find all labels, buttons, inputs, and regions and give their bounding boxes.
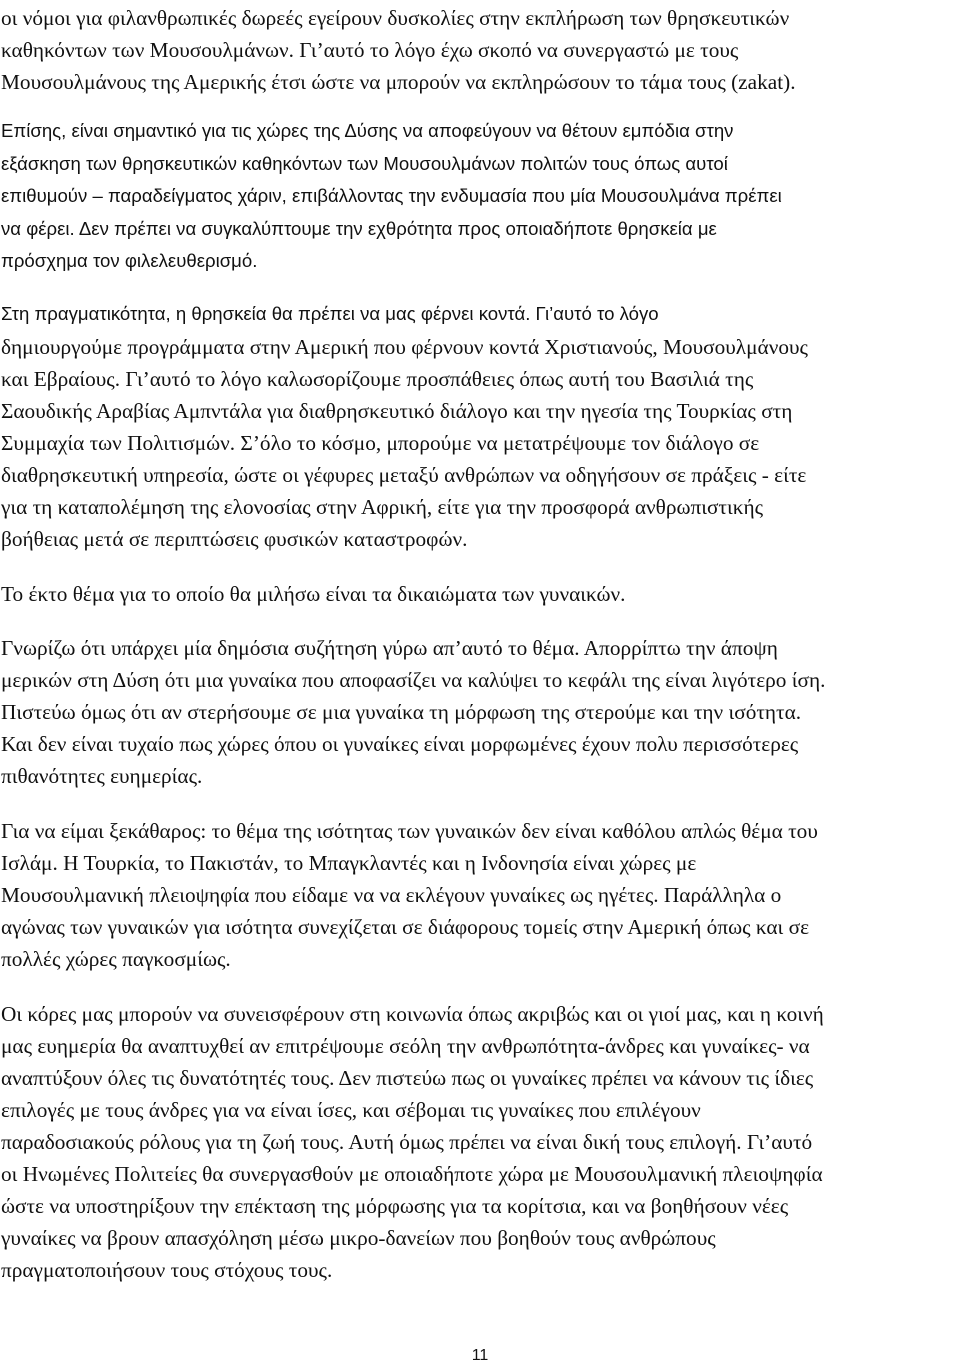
text-line: βοήθειας μετά σε περιπτώσεις φυσικών καταστροφών. [1, 527, 468, 551]
paragraph-west-obstacles [0, 115, 960, 278]
page-number: 11 [471, 1347, 489, 1364]
paragraph-religion-brings-together [0, 298, 960, 331]
paragraph-daughters [0, 998, 960, 1286]
text-line: καθηκόντων των Μουσουλμάνων. Γι’αυτό το λόγο έχω σκοπό να συνεργαστώ με τους [1, 38, 739, 62]
text-line: πραγματοποιήσουν τους στόχους τους. [1, 1258, 333, 1282]
text-line: γυναίκες να βρουν απασχόληση μέσω μικρο-δανείων που βοηθούν τους ανθρώπους [1, 1226, 716, 1250]
text-line: Πιστεύω όμως ότι αν στερήσουμε σε μια γυναίκα τη μόρφωση της στερούμε και την ισότητα. [1, 700, 802, 724]
text-line: ώστε να υποστηρίξουν την επέκταση της μόρφωσης για τα κορίτσια, και να βοηθήσουν νέες [1, 1194, 789, 1218]
text-line: οι νόμοι για φιλανθρωπικές δωρεές εγείρουν δυσκολίες στην εκπλήρωση των θρησκευτικών [1, 6, 790, 30]
text-line: Μουσουλμάνους της Αμερικής έτσι ώστε να μπορούν να εκπληρώσουν το τάμα τους (zakat). [1, 70, 796, 94]
text-line: δημιουργούμε προγράμματα στην Αμερική που φέρνουν κοντά Χριστιανούς, Μουσουλμάνους [1, 335, 808, 359]
text-line: για τη καταπολέμηση της ελονοσίας στην Αφρική, είτε για την προσφορά ανθρωπιστικής [1, 495, 764, 519]
text-line: να φέρει. Δεν πρέπει να συγκαλύπτουμε την εχθρότητα προς οποιαδήποτε θρησκεία με [1, 217, 717, 239]
text-line: Οι κόρες μας μπορούν να συνεισφέρουν στη κοινωνία όπως ακριβώς και οι γιοί μας, και η κοινή [1, 1002, 824, 1026]
text-line: Μουσουλμανική πλειοψηφία που είδαμε να να εκλέγουν γυναίκες ως ηγέτες. Παράλληλα ο [1, 883, 782, 907]
text-line: Ισλάμ. Η Τουρκία, το Πακιστάν, το Μπαγκλαντές και η Ινδονησία είναι χώρες με [1, 851, 697, 875]
text-line: Συμμαχία των Πολιτισμών. Σ’όλο το κόσμο, μπορούμε να μετατρέψουμε τον διάλογο σε [1, 431, 760, 455]
text-line: μας ευημερία θα αναπτυχθεί αν επιτρέψουμε σεόλη την ανθρωπότητα-άνδρες και γυναίκες- να [1, 1034, 810, 1058]
text-line: επιλογές με τους άνδρες για να είναι ίσες, και σέβομαι τις γυναίκες που επιλέγουν [1, 1098, 701, 1122]
text-line: και Εβραίους. Γι’αυτό το λόγο καλωσορίζουμε προσπάθειες όπως αυτή του Βασιλιά της [1, 367, 754, 391]
text-line: πολλές χώρες παγκοσμίως. [1, 947, 231, 971]
text-line: πρόσχημα τον φιλελευθερισμό. [1, 250, 258, 271]
text-line: Γνωρίζω ότι υπάρχει μία δημόσια συζήτηση γύρω απ’αυτό το θέμα. Απορρίπτω την άποψη [1, 636, 778, 660]
paragraph-zakat [0, 2, 960, 98]
text-line: Στη πραγματικότητα, η θρησκεία θα πρέπει να μας φέρνει κοντά. Γι’αυτό το λόγο [1, 303, 659, 324]
text-line: Για να είμαι ξεκάθαρος: το θέμα της ισότητας των γυναικών δεν είναι καθόλου απλώς θέμα του [1, 819, 818, 843]
text-line: Σαουδικής Αραβίας Αμπντάλα για διαθρησκευτικό διάλογο και την ηγεσία της Τουρκίας στη [1, 399, 793, 423]
paragraph-interfaith [0, 331, 960, 555]
text-line: Και δεν είναι τυχαίο πως χώρες όπου οι γυναίκες είναι μορφωμένες έχουν πολυ περισσότερες [1, 732, 799, 756]
text-line: παραδοσιακούς ρόλους για τη ζωή τους. Αυτή όμως πρέπει να είναι δική τους επιλογή. Γι’αυτό [1, 1130, 813, 1154]
text-line: επιθυμούν – παραδείγματος χάριν, επιβάλλοντας την ενδυμασία που μία Μουσουλμάνα πρέπει [1, 185, 782, 206]
paragraph-public-debate [0, 632, 960, 792]
text-line: εξάσκηση των θρησκευτικών καθηκόντων των Μουσουλμάνων πολιτών τους όπως αυτοί [1, 152, 728, 174]
paragraph-womens-equality [0, 815, 960, 975]
paragraph-sixth-topic [0, 578, 960, 610]
text-line: πιθανότητες ευημερίας. [1, 764, 203, 788]
text-line: αναπτύξουν όλες τις δυνατότητές τους. Δεν πιστεύω πως οι γυναίκες πρέπει να κάνουν τις ίδιες [1, 1066, 814, 1090]
text-line: μερικών στη Δύση ότι μια γυναίκα που αποφασίζει να καλύψει το κεφάλι της είναι λιγότερο ίση. [1, 668, 826, 692]
text-line: αγώνας των γυναικών για ισότητα συνεχίζεται σε διάφορους τομείς στην Αμερική όπως και σε [1, 915, 810, 939]
text-line: Επίσης, είναι σημαντικό για τις χώρες της Δύσης να αποφεύγουν να θέτουν εμπόδια στην [1, 120, 734, 141]
text-line: διαθρησκευτική υπηρεσία, ώστε οι γέφυρες μεταξύ ανθρώπων να οδηγήσουν σε πράξεις - είτε [1, 463, 807, 487]
text-line: οι Ηνωμένες Πολιτείες θα συνεργασθούν με οποιαδήποτε χώρα με Μουσουλμανική πλειοψηφία [1, 1162, 823, 1186]
text-line: Το έκτο θέμα για το οποίο θα μιλήσω είναι τα δικαιώματα των γυναικών. [1, 582, 626, 606]
